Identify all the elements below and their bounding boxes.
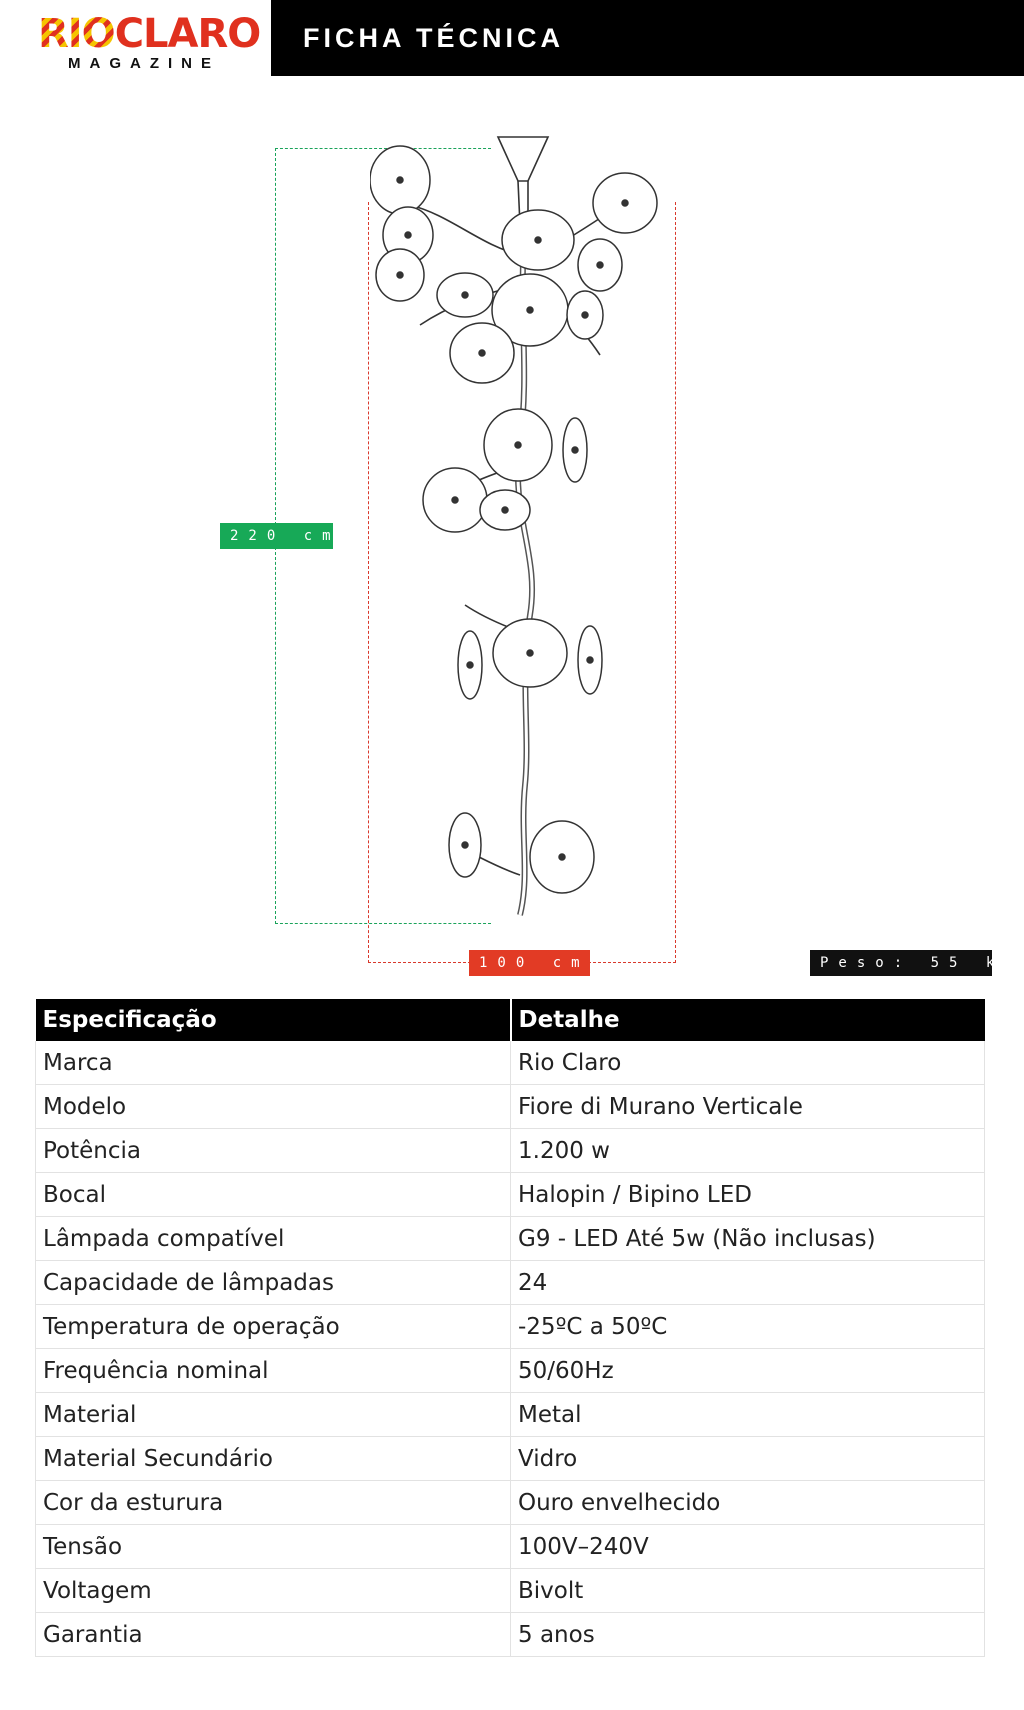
spec-label: Cor da esturura (36, 1481, 511, 1525)
logo-claro: CLARO (114, 11, 261, 57)
spec-label: Voltagem (36, 1569, 511, 1613)
glass-flower (449, 813, 481, 877)
glass-flower (458, 631, 482, 699)
spec-label: Potência (36, 1129, 511, 1173)
glass-flower (567, 291, 603, 339)
glass-flower (593, 173, 657, 233)
glass-flower (563, 418, 587, 482)
glass-flower (578, 626, 602, 694)
glass-flower (578, 239, 622, 291)
logo-rio: RIO (38, 11, 115, 57)
glass-flower (480, 490, 530, 530)
spec-value: -25ºC a 50ºC (511, 1305, 985, 1349)
spec-label: Material Secundário (36, 1437, 511, 1481)
glass-flower (437, 273, 493, 317)
chandelier-illustration (370, 135, 670, 925)
table-row (36, 1041, 985, 1085)
spec-label: Material (36, 1393, 511, 1437)
spec-value: Rio Claro (511, 1041, 985, 1085)
spec-value: 5 anos (511, 1613, 985, 1657)
spec-label: Tensão (36, 1525, 511, 1569)
glass-flower (530, 821, 594, 893)
table-row (36, 1173, 985, 1217)
table-header-row (36, 999, 985, 1041)
spec-value: 50/60Hz (511, 1349, 985, 1393)
table-row (36, 1393, 985, 1437)
table-row (36, 1437, 985, 1481)
table-row (36, 1569, 985, 1613)
spec-value: Ouro envelhecido (511, 1481, 985, 1525)
spec-value: 100V–240V (511, 1525, 985, 1569)
logo-wordmark (38, 12, 260, 56)
spec-value: G9 - LED Até 5w (Não inclusas) (511, 1217, 985, 1261)
table-row (36, 1129, 985, 1173)
spec-label: Temperatura de operação (36, 1305, 511, 1349)
table-row (36, 1305, 985, 1349)
spec-label: Capacidade de lâmpadas (36, 1261, 511, 1305)
spec-value: Fiore di Murano Verticale (511, 1085, 985, 1129)
product-drawing (0, 80, 1024, 980)
spec-label: Marca (36, 1041, 511, 1085)
spec-label: Modelo (36, 1085, 511, 1129)
glass-flower (450, 323, 514, 383)
width-label: 100 cm (469, 950, 590, 976)
spec-label: Bocal (36, 1173, 511, 1217)
spec-label: Lâmpada compatível (36, 1217, 511, 1261)
logo-subtitle: MAGAZINE (68, 55, 220, 72)
table-row (36, 1525, 985, 1569)
spec-label: Garantia (36, 1613, 511, 1657)
glass-flower (423, 468, 487, 532)
spec-value: Vidro (511, 1437, 985, 1481)
table-row (36, 1613, 985, 1657)
header-specification: Especificação (36, 999, 511, 1041)
header-bar (271, 0, 1024, 76)
weight-label: Peso: 55 kg (810, 950, 992, 976)
spec-table (35, 999, 985, 1657)
spec-value: Bivolt (511, 1569, 985, 1613)
spec-label: Frequência nominal (36, 1349, 511, 1393)
brand-logo (38, 11, 261, 72)
height-label: 220 cm (220, 523, 333, 549)
table-row (36, 1217, 985, 1261)
glass-flower (493, 619, 567, 687)
glass-flower (376, 249, 424, 301)
spec-value: Halopin / Bipino LED (511, 1173, 985, 1217)
page-title: FICHA TÉCNICA (303, 23, 564, 53)
glass-flower (502, 210, 574, 270)
spec-value: Metal (511, 1393, 985, 1437)
glass-flower (370, 146, 430, 214)
table-row (36, 1261, 985, 1305)
header-detail: Detalhe (511, 999, 985, 1041)
spec-value: 24 (511, 1261, 985, 1305)
glass-flower (484, 409, 552, 481)
spec-value: 1.200 w (511, 1129, 985, 1173)
table-row (36, 1481, 985, 1525)
table-row (36, 1085, 985, 1129)
table-row (36, 1349, 985, 1393)
